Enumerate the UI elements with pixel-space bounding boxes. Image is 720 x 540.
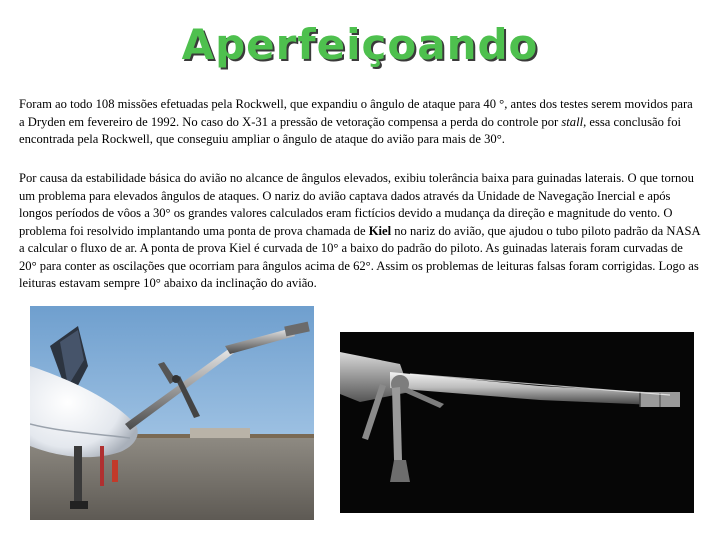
stall-term: stall — [561, 114, 584, 129]
kiel-probe-photo — [340, 332, 694, 513]
paragraph-1-text-start: Foram ao todo 108 missões efetuadas pela Rockwell, que expandiu o ângulo de ataque para 40 °, antes dos testes serem movidos para a Dryden em fevereiro de 1992. No caso do X-31 a pressão de vetoração compensa a perda do controle por — [19, 97, 693, 129]
aircraft-nose-probe-photo — [30, 306, 314, 520]
paragraph-2-text-end: no nariz do avião, que ajudou o tubo piloto padrão da NASA a calcular o fluxo de ar. A ponta de prova Kiel é curvada de 10° a baixo do padrão do piloto. As guinadas laterais foram curvadas de 20° para conter as oscilações que ocorriam para ângulos acima de 62°. Assim os problemas de leituras falsas foram corrigidas. Logo as leituras estavam sempre 10° abaixo da inclinação do avião. — [19, 223, 700, 290]
paragraph-1-text-end: , essa conclusão foi encontrada pela Rockwell, que conseguiu ampliar o ângulo de ataque do avião para mais de 30°. — [19, 114, 681, 146]
paragraph-2-text-start: Por causa da estabilidade básica do avião no alcance de ângulos elevados, exibiu tolerância baixa para guinadas laterais. O que tornou um problema para elevados ângulos de ataques. O nariz do avião captava dados através da Unidade de Navegação Inercial e após longos períodos de vôos a 30° os grandes valores calculados eram fictícios devido a mudança da direção e magnitude do vento. O problema foi resolvido implantando uma ponta de prova chamada de — [19, 171, 694, 238]
paragraph-1 — [19, 96, 701, 149]
kiel-term: Kiel — [368, 223, 392, 238]
page-title: Aperfeiçoando — [181, 20, 539, 69]
paragraph-2 — [19, 170, 701, 293]
